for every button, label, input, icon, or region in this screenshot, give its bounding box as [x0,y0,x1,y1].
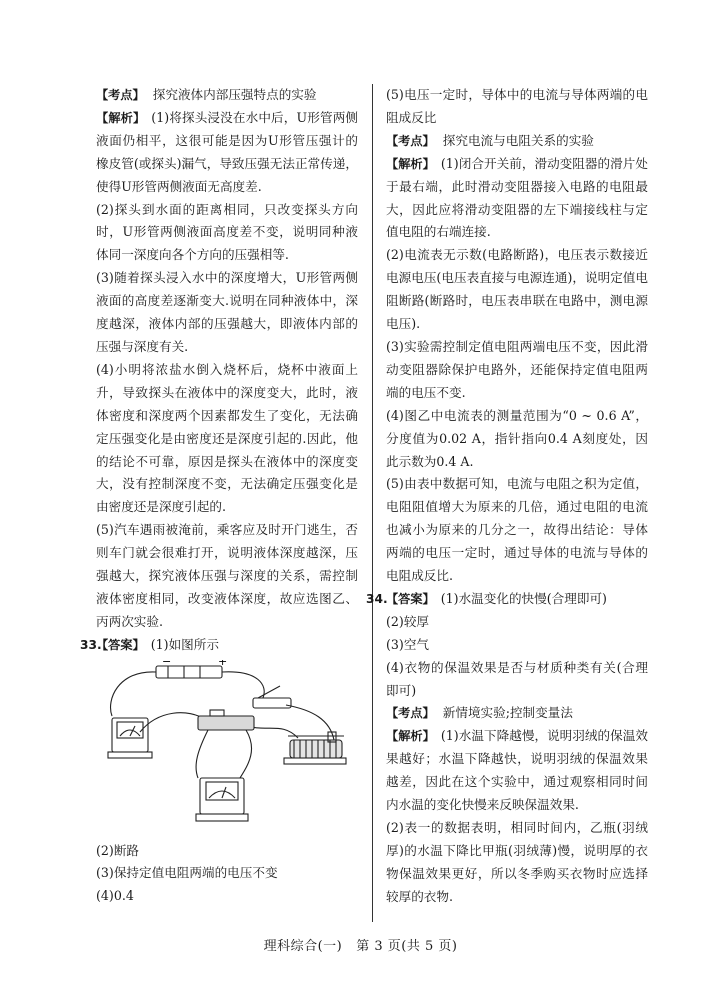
kaodian-text: 探究液体内部压强特点的实验 [152,87,317,102]
kaodian-label: 【考点】 [386,706,435,721]
answer-item: (1)水温变化的快慢(合理即可) [440,590,607,606]
jiexi3-para-1 [386,725,648,817]
answer-item: (1)如图所示 [150,636,219,652]
jiexi-text: (1)闭合开关前，滑动变阻器的滑片处于最右端，此时滑动变阻器接入电路的电阻最大，因此应将滑动变阻器的左下端接线柱与定值电阻的右端连接. [386,155,648,240]
kaodian-text: 探究电流与电阻关系的实验 [442,132,594,148]
kaodian-line-1 [96,84,358,107]
wire-switch-rheostat [286,705,334,740]
jiexi2-para-2: (2)电流表无示数(电路断路)，电压表示数接近电源电压(电压表直接与电源连通)，说明定值电阻断路(断路时，电压表串联在电路中，测电源电压). [386,247,648,332]
jiexi2-para-5: (5)由表中数据可知，电流与电阻之积为定值，电阻阻值增大为原来的几倍，通过电阻的电流也减小为原来的几分之一，故得出结论：导体两端的电压一定时，通过导体的电流与导体的电阻成反比. [386,476,648,584]
jiexi3-para-2: (2)表一的数据表明，相同时间内，乙瓶(羽绒厚)的水温下降比甲瓶(羽绒薄)慢，说明厚的衣物保温效果更好，所以冬季购买衣物时应选择较厚的衣物. [386,820,648,904]
q33-answer-line [80,634,358,657]
footer-subject: 理科综合(一) [263,939,343,954]
jiexi-para-2: (2)探头到水面的距离相同，只改变探头方向时，U形管两侧液面高度差不变，说明同种液体同一深度向各个方向的压强相等. [96,201,358,263]
column-divider [372,84,373,922]
wire-voltmeter-left [196,730,208,778]
wire-ammeter-resistor [140,712,206,731]
wire-battery-switch [222,671,264,697]
jiexi-text: (1)水温下降越慢，说明羽绒的保温效果越好；水温下降越快，说明羽绒的保温效果越差，因此在这个实验中，通过观察相同时间内水温的变化快慢来反映保温效果. [386,728,648,813]
switch-base [253,698,291,708]
jiexi-para-4: (4)小明将浓盐水倒入烧杯后，烧杯中液面上升，导致探头在液体中的深度变大，此时，液体密度和深度两个因素都发生了变化，无法确定压强变化是由密度还是深度引起的.因此，他的结论不可靠，原因是探头在液体中的深度变大，没有控制深度不变，无法确定压强变化是由密度还是深度引起的. [96,361,358,515]
jiexi2-para-4: (4)图乙中电流表的测量范围为“0 ~ 0.6 A”，分度值为0.02 A，指针指向0.4 A刻度处，因此示数为0.4 A. [386,407,648,469]
question-number: 34. [366,591,388,606]
answer-label: 【答案】 [386,591,435,606]
left-column [80,84,359,908]
jiexi2-para-3: (3)实验需控制定值电阻两端电压不变，因此滑动变阻器除保护电路外，还能保持定值电阻两端的电压不变. [386,338,648,400]
battery-minus-sign: − [162,659,172,668]
jiexi-label: 【解析】 [96,110,146,125]
q34-answer-4: (4)衣物的保温效果是否与材质种类有关(合理即可) [386,659,648,698]
jiexi-para-5: (5)汽车遇雨被淹前，乘客应及时开门逃生，否则车门就会很难打开，说明液体深度越深，压强越大，探究液体压强与深度的关系，需控制液体密度相同，改变液体深度，故应选图乙、丙两次实验. [96,522,358,629]
kaodian-text: 新情境实验;控制变量法 [442,705,573,721]
wire-battery-ammeter [111,672,156,716]
q33-answer-5: (5)电压一定时，导体中的电流与导体两端的电阻成反比 [386,87,648,125]
page-footer [0,935,721,954]
resistor [198,716,254,730]
kaodian-line-3 [386,702,648,725]
rheostat-coil [290,740,342,758]
circuit-diagram [98,660,348,828]
q34-answer-3: (3)空气 [386,636,430,652]
question-number: 33. [80,637,102,652]
wire-voltmeter-right [240,730,252,778]
q33-answer-2: (2)断路 [96,842,140,858]
kaodian-line-2 [386,130,648,153]
answer-label: 【答案】 [96,637,145,652]
right-column [366,84,648,909]
q33-answer-3: (3)保持定值电阻两端的电压不变 [96,865,278,881]
switch-lever [258,686,280,698]
q34-answer-line [366,588,648,611]
jiexi-text: (1)将探头浸没在水中后，U形管两侧液面仍相平，这很可能是因为U形管压强计的橡皮管(或探头)漏气，导致压强无法正常传递，使得U形管两侧液面无高度差. [96,109,359,194]
jiexi-para-1 [96,107,358,199]
jiexi-para-3: (3)随着探头浸入水中的深度增大，U形管两侧液面的高度差逐渐变大.说明在同种液体中，深度越深，液体内部的压强越大，即液体内部的压强与深度有关. [96,270,358,354]
battery-plus-sign: + [218,659,228,668]
q34-answer-2: (2)较厚 [386,613,430,629]
jiexi-label: 【解析】 [386,156,435,171]
kaodian-label: 【考点】 [96,88,145,102]
kaodian-label: 【考点】 [386,133,435,148]
jiexi-label: 【解析】 [386,729,435,744]
voltmeter-body [200,778,244,814]
q33-answer-4: (4)0.4 [96,888,134,904]
footer-page-number: 第 3 页(共 5 页) [356,939,458,954]
jiexi2-para-1 [386,153,648,245]
